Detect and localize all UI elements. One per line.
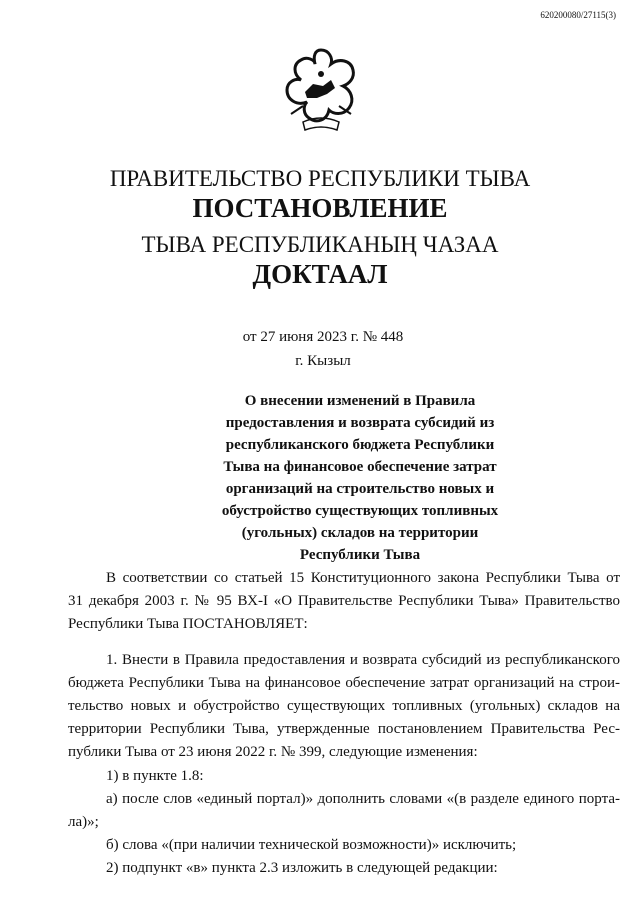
subject-line: республиканского бюджета Республики: [225, 437, 495, 453]
government-title: ПРАВИТЕЛЬСТВО РЕСПУБЛИКИ ТЫВА: [109, 166, 531, 191]
text-line: б) слова «(при наличии технической возможности)» исключить;: [106, 837, 517, 854]
clause-1: [68, 649, 620, 881]
city: г. Кызыл: [295, 353, 351, 369]
text-line: 2) подпункт «в» пункта 2.3 изложить в следующей редакции:: [106, 860, 498, 877]
subject-line: Республики Тыва: [299, 547, 421, 563]
text-line: территории Республики Тыва, утвержденные постановлением Правительства Рес-: [68, 721, 620, 738]
subject-line: обустройство существующих топливных: [221, 503, 499, 519]
subject-line: (угольных) складов на территории: [241, 525, 479, 541]
document-registration-number: 620200080/27115(3): [540, 10, 616, 20]
text-line: 1) в пункте 1.8:: [106, 767, 204, 784]
subject-line: Тыва на финансовое обеспечение затрат: [223, 459, 497, 475]
text-line: а) после слов «единый портал)» дополнить словами «(в разделе единого порта-: [106, 790, 620, 807]
resolution-title: ПОСТАНОВЛЕНИЕ: [192, 193, 448, 223]
government-title-tuvan: ТЫВА РЕСПУБЛИКАНЫҢ ЧАЗАА: [141, 232, 499, 257]
text-line: 1. Внести в Правила предоставления и возврата субсидий из республиканского: [106, 651, 620, 668]
resolution-subject: [195, 390, 525, 566]
text-line: 31 декабря 2003 г. № 95 ВХ-I «О Правительстве Республики Тыва» Правительство: [68, 593, 620, 610]
subject-line: организаций на строительство новых и: [225, 481, 495, 497]
text-line: бюджета Республики Тыва на финансовое обеспечение затрат организаций на строи-: [68, 674, 620, 691]
text-line: тельство новых и обустройство существующих топливных (угольных) складов на: [68, 698, 620, 715]
resolution-date: от 27 июня 2023 г. № 448: [242, 329, 404, 345]
text-line: публики Тыва от 23 июня 2022 г. № 399, следующие изменения:: [68, 744, 478, 761]
subject-line: О внесении изменений в Правила: [244, 393, 476, 409]
text-line: В соответствии со статьей 15 Конституционного закона Республики Тыва от: [106, 570, 620, 586]
text-line: Республики Тыва ПОСТАНОВЛЯЕТ:: [68, 616, 308, 633]
subject-line: предоставления и возврата субсидий из: [225, 415, 495, 431]
text-line: ла)»;: [68, 814, 99, 831]
preamble-paragraph: [68, 567, 620, 637]
resolution-title-tuvan: ДОКТААЛ: [252, 259, 388, 289]
